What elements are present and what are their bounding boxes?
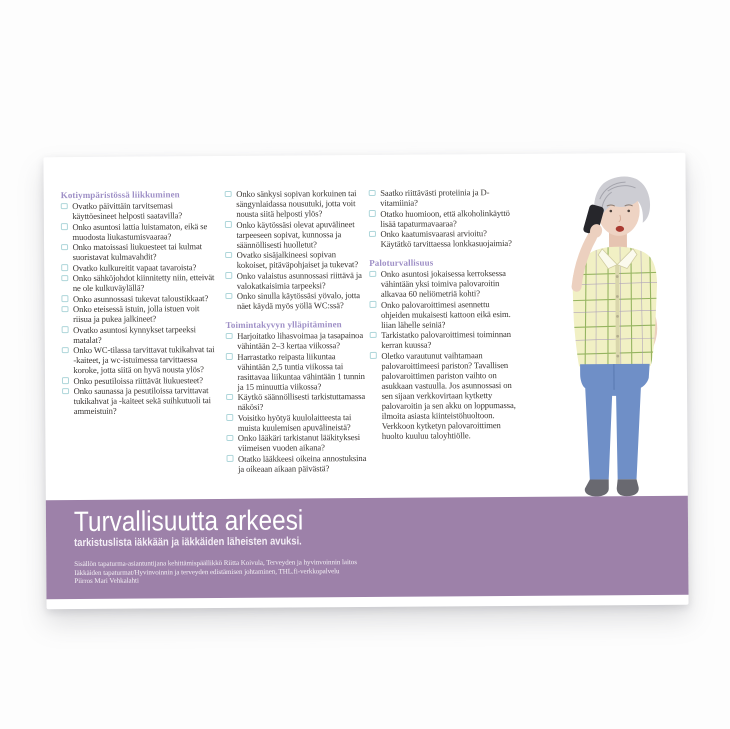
checklist-item bbox=[369, 228, 519, 249]
checklist-column bbox=[61, 189, 217, 417]
checklist-block bbox=[225, 188, 366, 311]
checklist-item-text: Otatko lääkkeesi oikeina annostuksina ja oikeaan aikaan päivästä? bbox=[238, 452, 367, 474]
checkbox-icon bbox=[227, 455, 234, 462]
section-heading: Toimintakyvyn ylläpitäminen bbox=[225, 319, 342, 330]
checklist-item-text: Onko matoissasi liukuesteet tai kulmat suoristavat kulmavahdit? bbox=[72, 241, 202, 263]
checkbox-icon bbox=[61, 244, 68, 251]
checklist-item bbox=[225, 219, 365, 250]
checkbox-icon bbox=[225, 292, 232, 299]
checkbox-icon bbox=[62, 388, 69, 395]
checklist-item bbox=[227, 452, 367, 473]
checklist-item-text: Onko sinulla käytössäsi yövalo, jotta näet käydä myös yöllä WC:ssä? bbox=[236, 290, 360, 311]
checkbox-icon bbox=[226, 393, 233, 400]
checklist-item-text: Käytkö säännöllisesti tarkistuttamassa näkösi? bbox=[237, 391, 366, 412]
checklist-item bbox=[369, 187, 519, 208]
checkbox-icon bbox=[62, 326, 69, 333]
checklist-item bbox=[226, 391, 366, 412]
checklist-item bbox=[61, 293, 215, 304]
checklist-item-text: Onko saunassa ja pesutiloissa tarvittavat tukikahvat ja -kaiteet sekä suihkutuoli tai ammeistuin? bbox=[73, 385, 211, 417]
checkbox-icon bbox=[225, 221, 232, 228]
checklist-item bbox=[61, 262, 215, 273]
checklist-item-text: Onko sähköjohdot kiinnitetty niin, etteivät ne ole kulkuväylällä? bbox=[72, 272, 215, 294]
checklist-item-text: Ovatko sisäjalkineesi sopivan kokoiset, pitäväpohjaiset ja tukevat? bbox=[236, 249, 359, 270]
checklist-item-text: Onko valaistus asunnossasi riittävä ja valokatkaisimia tarpeeksi? bbox=[236, 269, 362, 291]
checklist-item-text: Ovatko päivittäin tarvitsemasi käyttöesineet helposti saatavilla? bbox=[72, 200, 183, 222]
checklist-item bbox=[225, 188, 365, 219]
document-page bbox=[43, 153, 688, 609]
checklist-item-text: Onko asuntosi jokaisessa kerroksessa vähintään yksi toimiva palovaroitin alkavaa 60 neliömetriä kohti? bbox=[380, 268, 506, 299]
footer-credits bbox=[74, 558, 357, 586]
checkbox-icon bbox=[370, 331, 377, 338]
checklist-columns bbox=[61, 187, 543, 490]
credit-line: Piirros Mari Vehkalahti bbox=[74, 576, 139, 586]
checklist-item-text: Onko käytössäsi olevat apuvälineet tarpeeseen sopivat, kunnossa ja säännöllisesti huolletut? bbox=[236, 218, 355, 250]
checklist-block bbox=[226, 319, 367, 473]
checkbox-icon bbox=[62, 377, 69, 384]
checklist-item-text: Harrastatko reipasta liikuntaa vähintään 2,5 tuntia viikossa tai rasittavaa liikuntaa vähintään 1 tunnin ja 15 minuuttia viikossa? bbox=[237, 350, 365, 392]
checklist-item bbox=[225, 270, 365, 291]
checkbox-icon bbox=[369, 210, 376, 217]
checklist-item bbox=[61, 200, 215, 221]
credit-line: Sisällön tapaturma-asiantuntijana kehittämispäällikkö Riitta Koivula, Terveyden ja hyvinvoinnin laitos bbox=[74, 558, 357, 569]
checkbox-icon bbox=[369, 270, 376, 277]
checklist-item bbox=[62, 385, 216, 416]
elderly-person-talking-on-phone-icon bbox=[536, 165, 688, 499]
checklist-block bbox=[369, 257, 520, 441]
checklist-item bbox=[226, 351, 366, 392]
checklist-item bbox=[226, 432, 366, 453]
checkbox-icon bbox=[62, 347, 69, 354]
checklist-item bbox=[62, 324, 216, 345]
checkbox-icon bbox=[61, 295, 68, 302]
checklist-item bbox=[370, 329, 520, 350]
checkbox-icon bbox=[370, 352, 377, 359]
checklist-item-text: Oletko varautunut vaihtamaan palovaroittimeesi pariston? Tavallisen palovaroittimen pariston vaihto on asukkaan vastuulla. Jos asunnossasi on sen sijaan verkkovirtaan kytketty palovaroitin ja sen akku on loppumassa, ilmoita asiasta kiinteistöhuoltoon. Verkkoon kytketyn palovaroittimen huolto kuuluu taloyhtiölle. bbox=[381, 349, 516, 441]
checklist-item-text: Onko eteisessä istuin, jolla istuen voit riisua ja pukea jalkineet? bbox=[72, 303, 200, 325]
checklist-item bbox=[226, 411, 366, 432]
section-heading: Paloturvallisuus bbox=[369, 257, 434, 268]
checkbox-icon bbox=[61, 264, 68, 271]
checklist-item bbox=[61, 303, 215, 324]
checklist-item-text: Harjoitatko lihasvoimaa ja tasapainoa vähintään 2–3 kertaa viikossa? bbox=[237, 330, 364, 351]
checklist-item bbox=[61, 272, 215, 293]
checklist-item bbox=[369, 207, 519, 228]
checklist-item-text: Onko asuntosi lattia luistamaton, eikä se muodosta liukastumisvaaraa? bbox=[72, 220, 208, 242]
checklist-item-text: Voisitko hyötyä kuulolaitteesta tai muista kuulemisen apuvälineistä? bbox=[237, 411, 352, 433]
checkbox-icon bbox=[61, 306, 68, 313]
checklist-item bbox=[226, 330, 366, 351]
checklist-item bbox=[369, 298, 519, 329]
checklist-item-text: Ovatko asuntosi kynnykset tarpeeksi matalat? bbox=[73, 323, 196, 345]
checklist-item-text: Ovatko kulkureitit vapaat tavaroista? bbox=[72, 261, 197, 273]
checkbox-icon bbox=[61, 203, 68, 210]
checklist-item bbox=[62, 344, 216, 375]
checklist-item-text: Onko kaatumisvaarasi arvioitu? Käytätkö tarvittaessa lonkkasuojaimia? bbox=[380, 228, 512, 249]
checkbox-icon bbox=[225, 251, 232, 258]
checklist-column bbox=[225, 188, 367, 474]
checkbox-icon bbox=[226, 434, 233, 441]
checklist-item-text: Onko palovaroittimesi asennettu ohjeiden mukaisesti kattoon eikä esim. liian lähelle seiniä? bbox=[380, 298, 511, 330]
checklist-block bbox=[61, 189, 217, 416]
checkbox-icon bbox=[369, 230, 376, 237]
checkbox-icon bbox=[225, 272, 232, 279]
checkbox-icon bbox=[226, 332, 233, 339]
checklist-item-text: Onko asunnossasi tukevat taloustikkaat? bbox=[72, 292, 209, 304]
checklist-item-text: Onko WC-tilassa tarvittavat tukikahvat tai -kaiteet, ja wc-istuimessa tarvittaessa koroke, jotta siitä on hyvä nousta ylös? bbox=[73, 344, 215, 376]
section-heading: Kotiympäristössä liikkuminen bbox=[60, 189, 180, 201]
checkbox-icon bbox=[61, 223, 68, 230]
checklist-column bbox=[369, 187, 521, 441]
footer-subtitle: tarkistuslista iäkkään ja iäkkäiden läheisten avuksi. bbox=[74, 535, 302, 550]
checklist-item bbox=[62, 375, 216, 386]
checklist-item-text: Onko pesutiloissa riittävät liukuesteet? bbox=[73, 374, 203, 386]
checklist-item-text: Tarkistatko palovaroittimesi toiminnan kerran kuussa? bbox=[381, 328, 511, 350]
checklist-item-text: Onko sänkysi sopivan korkuinen tai sängynlaidassa nousutuki, jotta voit nousta siitä helposti ylös? bbox=[236, 188, 357, 219]
checkbox-icon bbox=[226, 353, 233, 360]
checklist-item bbox=[369, 268, 519, 299]
checkbox-icon bbox=[225, 190, 232, 197]
checkbox-icon bbox=[369, 189, 376, 196]
checklist-item bbox=[225, 290, 365, 311]
checklist-item-text: Onko lääkäri tarkistanut lääkityksesi viimeisen vuoden aikana? bbox=[237, 432, 361, 453]
checklist-item bbox=[370, 349, 521, 440]
checkbox-icon bbox=[61, 275, 68, 282]
checklist-item bbox=[61, 221, 215, 242]
checklist-item-text: Saatko riittävästi proteiinia ja D-vitamiinia? bbox=[380, 187, 490, 208]
checklist-item bbox=[225, 249, 365, 270]
footer-title: Turvallisuutta arkeesi bbox=[73, 504, 304, 538]
checklist-item-text: Otatko huomioon, että alkoholinkäyttö lisää tapaturmavaaraa? bbox=[380, 207, 510, 229]
checkbox-icon bbox=[226, 414, 233, 421]
checklist-item bbox=[61, 241, 215, 262]
checklist-block bbox=[369, 187, 519, 249]
footer-band bbox=[46, 496, 689, 599]
credit-line: Iäkkäiden tapaturmat/Hyvinvoinnin ja terveyden edistämisen johtaminen, THL.fi-verkkopalvelu bbox=[74, 566, 340, 577]
checkbox-icon bbox=[369, 301, 376, 308]
